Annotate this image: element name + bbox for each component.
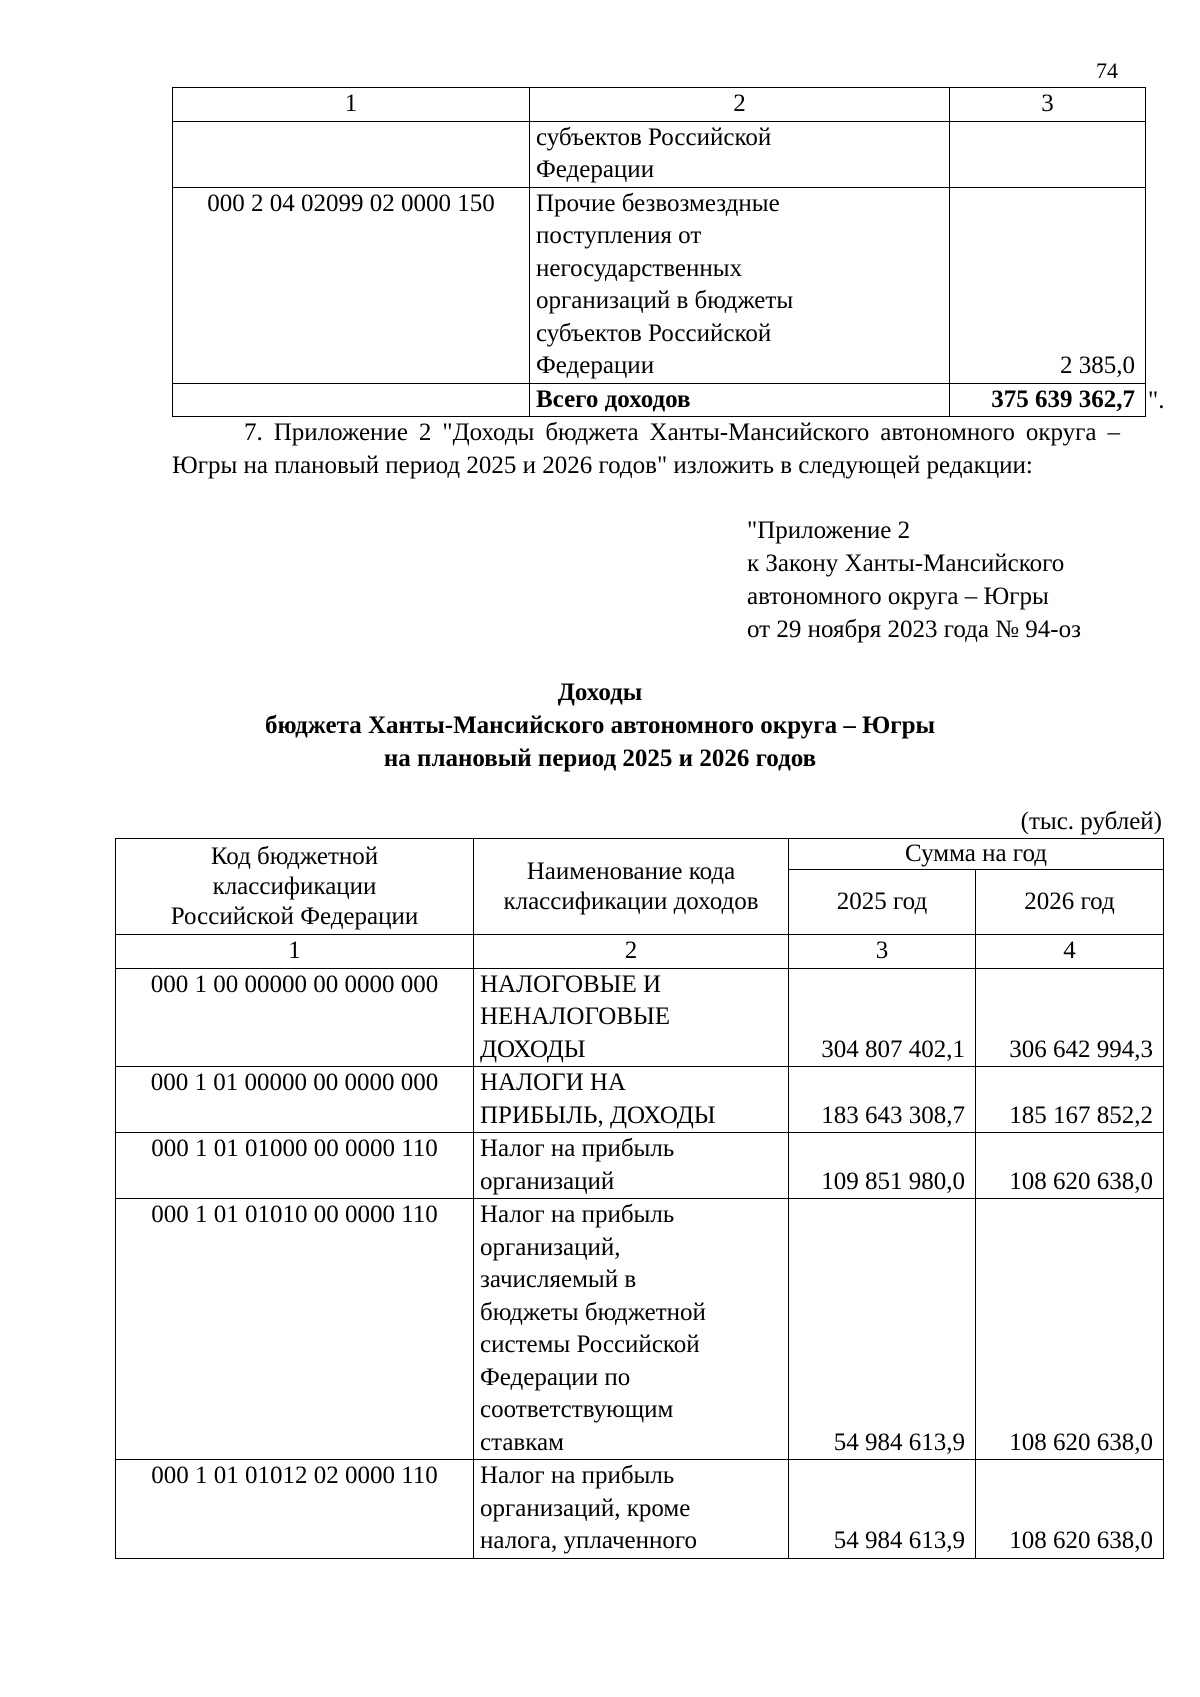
value-2025: 109 851 980,0 xyxy=(789,1133,976,1199)
column-number: 2 xyxy=(530,88,950,122)
code-cell: 000 1 01 00000 00 0000 000 xyxy=(116,1067,474,1133)
total-row xyxy=(173,383,1146,417)
name-line: Федерации по xyxy=(480,1363,631,1391)
title-line: Доходы xyxy=(557,679,643,706)
table-row xyxy=(116,1067,1164,1133)
value-cell xyxy=(950,121,1146,187)
table-header-row xyxy=(116,839,1164,870)
name-line: ставкам xyxy=(480,1428,564,1456)
name-line: организаций, кроме xyxy=(480,1494,691,1522)
name-line: НАЛОГОВЫЕ И xyxy=(480,970,662,998)
continuation-table xyxy=(172,87,1146,417)
column-number: 1 xyxy=(173,88,530,122)
name-line: субъектов Российской xyxy=(536,319,772,347)
name-line: налога, уплаченного xyxy=(480,1527,698,1554)
code-cell: 000 2 04 02099 02 0000 150 xyxy=(173,187,530,383)
name-line: Федерации xyxy=(536,352,655,379)
value-2025: 54 984 613,9 xyxy=(789,1199,976,1460)
name-line: поступления от xyxy=(536,222,702,249)
name-cell xyxy=(474,1460,789,1559)
table-row xyxy=(116,1133,1164,1199)
name-line: негосударственных xyxy=(536,254,743,282)
closing-quote: ". xyxy=(1148,387,1165,414)
name-line: организаций в бюджеты xyxy=(536,287,794,314)
units-note: (тыс. рублей) xyxy=(1020,808,1162,835)
table-row xyxy=(116,1199,1164,1460)
table-row xyxy=(173,187,1146,383)
name-cell xyxy=(530,121,950,187)
header-year-2025: 2025 год xyxy=(789,870,976,935)
value-2025: 304 807 402,1 xyxy=(789,968,976,1067)
empty-cell xyxy=(173,383,530,417)
name-line: соответствующим xyxy=(480,1396,674,1423)
value-2026: 306 642 994,3 xyxy=(976,968,1164,1067)
name-line: ДОХОДЫ xyxy=(480,1035,586,1063)
name-line: системы Российской xyxy=(480,1331,700,1358)
table-row xyxy=(116,1460,1164,1559)
column-number: 3 xyxy=(950,88,1146,122)
value-cell: 2 385,0 xyxy=(950,187,1146,383)
value-2026: 108 620 638,0 xyxy=(976,1133,1164,1199)
appendix-reference xyxy=(747,514,1081,646)
code-cell: 000 1 01 01000 00 0000 110 xyxy=(116,1133,474,1199)
document-title xyxy=(150,676,1050,775)
column-number: 4 xyxy=(976,935,1164,969)
code-cell xyxy=(173,121,530,187)
name-line: организаций xyxy=(480,1167,615,1195)
name-cell xyxy=(530,187,950,383)
column-number: 1 xyxy=(116,935,474,969)
name-line: бюджеты бюджетной xyxy=(480,1298,706,1326)
value-2026: 108 620 638,0 xyxy=(976,1460,1164,1559)
value-2025: 54 984 613,9 xyxy=(789,1460,976,1559)
title-line: бюджета Ханты-Мансийского автономного округа – Югры xyxy=(264,712,936,739)
code-cell: 000 1 00 00000 00 0000 000 xyxy=(116,968,474,1067)
paragraph-7: 7. Приложение 2 "Доходы бюджета Ханты-Мансийского автономного округа – Югры на плановый период 2025 и 2026 годов" изложить в следующей редакции: xyxy=(172,419,1120,479)
name-cell xyxy=(474,1199,789,1460)
name-line: Прочие безвозмездные xyxy=(536,189,780,217)
appendix-line: "Приложение 2 xyxy=(747,517,911,544)
name-line: субъектов Российской xyxy=(536,123,772,151)
revenue-table xyxy=(115,838,1164,1559)
code-cell: 000 1 01 01012 02 0000 110 xyxy=(116,1460,474,1559)
name-line: Налог на прибыль xyxy=(480,1201,675,1228)
total-label: Всего доходов xyxy=(530,383,950,417)
name-line: Налог на прибыль xyxy=(480,1135,675,1162)
name-line: зачисляемый в xyxy=(480,1266,637,1293)
table-row xyxy=(173,121,1146,187)
header-sum: Сумма на год xyxy=(789,839,1164,870)
header-name: Наименование кода классификации доходов xyxy=(474,839,789,935)
header-code: Код бюджетной классификации Российской Федерации xyxy=(116,839,474,935)
table-header-row xyxy=(173,88,1146,122)
column-number: 3 xyxy=(789,935,976,969)
column-number-row xyxy=(116,935,1164,969)
column-number: 2 xyxy=(474,935,789,969)
value-2026: 185 167 852,2 xyxy=(976,1067,1164,1133)
table-row xyxy=(116,968,1164,1067)
name-line: НЕНАЛОГОВЫЕ xyxy=(480,1003,671,1030)
title-line: на плановый период 2025 и 2026 годов xyxy=(383,745,817,772)
name-line: ПРИБЫЛЬ, ДОХОДЫ xyxy=(480,1101,716,1129)
name-line: организаций, xyxy=(480,1233,621,1261)
name-line: НАЛОГИ НА xyxy=(480,1069,626,1096)
name-cell xyxy=(474,1067,789,1133)
name-cell xyxy=(474,1133,789,1199)
code-cell: 000 1 01 01010 00 0000 110 xyxy=(116,1199,474,1460)
name-line: Налог на прибыль xyxy=(480,1462,675,1489)
value-2026: 108 620 638,0 xyxy=(976,1199,1164,1460)
appendix-line: от 29 ноября 2023 года № 94-оз xyxy=(747,616,1081,643)
appendix-line: автономного округа – Югры xyxy=(747,583,1049,610)
page-number: 74 xyxy=(1096,58,1118,83)
appendix-line: к Закону Ханты-Мансийского xyxy=(747,550,1065,577)
name-cell xyxy=(474,968,789,1067)
header-year-2026: 2026 год xyxy=(976,870,1164,935)
name-line: Федерации xyxy=(536,156,655,183)
total-value: 375 639 362,7 xyxy=(950,383,1146,417)
value-2025: 183 643 308,7 xyxy=(789,1067,976,1133)
